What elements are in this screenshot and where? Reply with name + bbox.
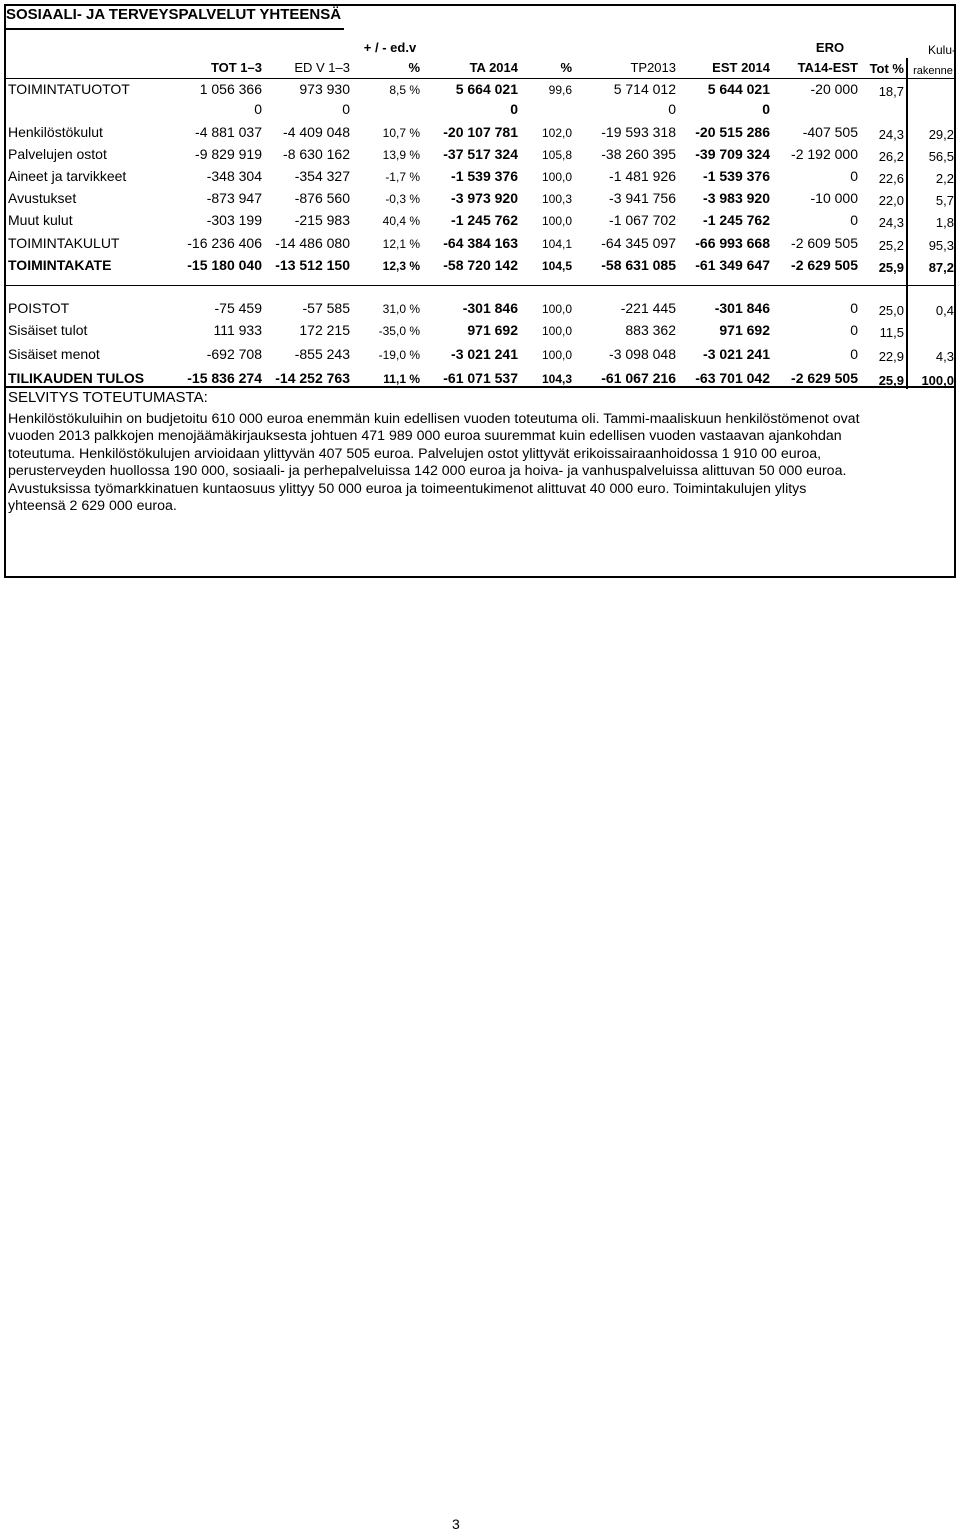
table-cell: 40,4 % [382, 214, 420, 228]
row-label: Aineet ja tarvikkeet [8, 168, 127, 184]
table-cell: -9 829 919 [195, 146, 262, 162]
table-cell: 100,0 [541, 302, 572, 316]
explanation-line: toteutuma. Henkilöstökulujen arvioidaan ylittyvän 407 505 euroa. Palvelujen ostot ylittyvät erikoissairaanhoidossa 1 910 00 euroa, [8, 445, 822, 462]
table-cell: 5,7 [935, 193, 954, 208]
table-cell: -35,0 % [378, 324, 420, 338]
table-cell: 5 664 021 [455, 81, 518, 97]
row-label: Palvelujen ostot [8, 146, 107, 162]
table-cell: 971 692 [467, 322, 518, 338]
table-cell: 100,0 [541, 348, 572, 362]
table-cell: 172 215 [299, 322, 350, 338]
table-cell: -58 720 142 [443, 257, 518, 273]
table-cell: 1 056 366 [199, 81, 262, 97]
header-pct2: % [560, 60, 572, 75]
table-cell: -303 199 [206, 212, 262, 228]
row-label: Muut kulut [8, 212, 73, 228]
table-cell: -1 245 762 [451, 212, 518, 228]
table-cell: -855 243 [294, 346, 350, 362]
table-cell: -0,3 % [385, 192, 420, 206]
table-cell: -3 098 048 [609, 346, 676, 362]
table-cell: 22,6 [878, 171, 904, 186]
row-label: TOIMINTATUOTOT [8, 81, 130, 97]
table-cell: -75 459 [214, 300, 262, 316]
table-cell: -13 512 150 [275, 257, 350, 273]
table-cell: -3 973 920 [451, 190, 518, 206]
header-kulu: Kulu- [927, 43, 956, 57]
table-cell: -3 983 920 [703, 190, 770, 206]
table-cell: -1 539 376 [451, 168, 518, 184]
row-label: Avustukset [8, 190, 77, 206]
table-cell: 25,9 [878, 373, 904, 388]
table-cell: 24,3 [878, 215, 904, 230]
table-cell: 25,0 [878, 303, 904, 318]
table-cell: -61 067 216 [601, 370, 676, 386]
table-cell: -64 345 097 [601, 235, 676, 251]
table-cell: 24,3 [878, 127, 904, 142]
header-tot-pct: Tot % [869, 61, 904, 76]
row-label: TOIMINTAKATE [8, 257, 112, 273]
table-cell: 13,9 % [382, 148, 420, 162]
table-cell: -4 409 048 [283, 124, 350, 140]
table-cell: -407 505 [802, 124, 858, 140]
page-number: 3 [452, 1516, 460, 1532]
table-cell: -1 539 376 [703, 168, 770, 184]
header-plusminus: + / - ed.v [363, 40, 417, 55]
table-cell: -15 180 040 [187, 257, 262, 273]
table-cell: 0 [850, 168, 858, 184]
table-cell: -3 021 241 [703, 346, 770, 362]
table-cell: -20 107 781 [443, 124, 518, 140]
table-cell: -61 349 647 [695, 257, 770, 273]
table-cell: 8,5 % [389, 83, 420, 97]
explanation-heading: SELVITYS TOTEUTUMASTA: [8, 389, 208, 406]
table-cell: 95,3 [928, 238, 954, 253]
table-cell: -2 629 505 [791, 257, 858, 273]
table-cell: 0,4 [935, 303, 954, 318]
table-cell: -215 983 [294, 212, 350, 228]
table-cell: -1 481 926 [609, 168, 676, 184]
table-cell: 10,7 % [382, 126, 420, 140]
explanation-line: vuoden 2013 palkkojen menojäämäkirjauksesta johtuen 471 989 000 euroa suuremmat kuin edellisen vuoden vastaavan ajankohdan [8, 428, 842, 445]
table-cell: 12,1 % [382, 237, 420, 251]
table-cell: -8 630 162 [283, 146, 350, 162]
table-cell: 100,0 [541, 214, 572, 228]
table-cell: 973 930 [299, 81, 350, 97]
table-cell: -3 021 241 [451, 346, 518, 362]
table-cell: -221 445 [620, 300, 676, 316]
table-cell: 100,3 [541, 192, 572, 206]
table-cell: 0 [510, 101, 518, 117]
table-cell: 971 692 [719, 322, 770, 338]
table-cell: 0 [668, 101, 676, 117]
table-cell: -15 836 274 [187, 370, 262, 386]
header-edv13: ED V 1–3 [294, 60, 350, 75]
table-cell: 0 [342, 101, 350, 117]
header-bottom-line [4, 78, 956, 79]
explanation-line: yhteensä 2 629 000 euroa. [8, 498, 177, 515]
table-cell: -61 071 537 [443, 370, 518, 386]
table-cell: -63 701 042 [695, 370, 770, 386]
table-cell: 25,2 [878, 238, 904, 253]
table-cell: 0 [850, 346, 858, 362]
header-ta2014: TA 2014 [469, 60, 518, 75]
table-cell: -14 252 763 [275, 370, 350, 386]
table-cell: -876 560 [294, 190, 350, 206]
table-cell: -4 881 037 [195, 124, 262, 140]
table-cell: 22,0 [878, 193, 904, 208]
title-underline [4, 28, 344, 30]
table-cell: -39 709 324 [695, 146, 770, 162]
row-label: Henkilöstökulut [8, 124, 103, 140]
table-cell: 104,5 [541, 259, 572, 273]
result-bottom-line [4, 386, 956, 388]
table-cell: 883 362 [625, 322, 676, 338]
table-cell: -16 236 406 [187, 235, 262, 251]
section-separator-line [4, 285, 956, 286]
table-cell: 18,7 [878, 84, 904, 99]
tot-pct-right-border [906, 58, 908, 389]
table-cell: -38 260 395 [601, 146, 676, 162]
table-cell: -301 846 [714, 300, 770, 316]
table-cell: -66 993 668 [695, 235, 770, 251]
table-cell: -19 593 318 [601, 124, 676, 140]
header-rakenne: rakenne [913, 65, 953, 77]
table-cell: 26,2 [878, 149, 904, 164]
explanation-text [8, 411, 948, 515]
table-cell: 5 714 012 [613, 81, 676, 97]
table-cell: -19,0 % [378, 348, 420, 362]
row-label: POISTOT [8, 300, 70, 316]
table-cell: 100,0 [541, 324, 572, 338]
row-label: TOIMINTAKULUT [8, 235, 120, 251]
table-cell: 102,0 [541, 126, 572, 140]
table-cell: 0 [850, 212, 858, 228]
table-cell: -20 515 286 [695, 124, 770, 140]
header-tot13: TOT 1–3 [210, 60, 262, 75]
header-tp2013: TP2013 [630, 60, 676, 75]
table-cell: 1,8 [935, 215, 954, 230]
header-est2014: EST 2014 [712, 60, 770, 75]
explanation-line: perusterveyden huollossa 190 000, sosiaali- ja perhepalveluissa 142 000 euroa ja hoiva- ja vanhuspalveluissa alittuvan 50 000 euroa. [8, 463, 847, 480]
row-label: TILIKAUDEN TULOS [8, 370, 145, 386]
table-cell: -37 517 324 [443, 146, 518, 162]
table-cell: 31,0 % [382, 302, 420, 316]
header-ta14est: TA14-EST [797, 60, 858, 75]
table-cell: 25,9 [878, 260, 904, 275]
table-cell: 104,1 [541, 237, 572, 251]
table-cell: 12,3 % [382, 259, 420, 273]
table-cell: -58 631 085 [601, 257, 676, 273]
table-cell: 0 [850, 300, 858, 316]
table-cell: 11,5 [879, 325, 904, 340]
explanation-line: Avustuksissa työmarkkinatuen kuntaosuus ylittyy 50 000 euroa ja toimeentukimenot alittuvat 40 000 euro. Toimintakulujen ylitys [8, 480, 807, 497]
table-cell: 0 [850, 322, 858, 338]
header-ero: ERO [815, 40, 845, 55]
table-cell: 11,1 % [383, 372, 420, 386]
table-cell: -2 629 505 [791, 370, 858, 386]
table-cell: -3 941 756 [609, 190, 676, 206]
table-cell: 2,2 [935, 171, 954, 186]
table-cell: 0 [254, 101, 262, 117]
table-cell: -10 000 [810, 190, 858, 206]
table-cell: 56,5 [928, 149, 954, 164]
table-cell: -57 585 [302, 300, 350, 316]
table-cell: 29,2 [928, 127, 954, 142]
table-cell: -2 609 505 [791, 235, 858, 251]
table-cell: -1 067 702 [609, 212, 676, 228]
explanation-line: Henkilöstökuluihin on budjetoitu 610 000 euroa enemmän kuin edellisen vuoden toteutuma oli. Tammi-maaliskuun henkilöstömenot ovat [8, 411, 860, 427]
row-label: Sisäiset menot [8, 346, 100, 362]
table-cell: -64 384 163 [443, 235, 518, 251]
row-label: Sisäiset tulot [8, 322, 88, 338]
table-cell: 4,3 [935, 349, 954, 364]
table-cell: -1 245 762 [703, 212, 770, 228]
table-cell: 104,3 [541, 372, 572, 386]
table-cell: 100,0 [921, 373, 954, 388]
table-cell: 22,9 [878, 349, 904, 364]
table-cell: -1,7 % [385, 170, 420, 184]
table-cell: 0 [762, 101, 770, 117]
table-cell: -20 000 [810, 81, 858, 97]
header-pct1: % [408, 60, 420, 75]
table-cell: -354 327 [294, 168, 350, 184]
table-cell: -692 708 [206, 346, 262, 362]
table-cell: -14 486 080 [275, 235, 350, 251]
table-cell: 111 933 [213, 322, 262, 338]
table-cell: -2 192 000 [791, 146, 858, 162]
table-cell: 105,8 [541, 148, 572, 162]
table-cell: -348 304 [206, 168, 262, 184]
table-cell: -301 846 [462, 300, 518, 316]
table-cell: 99,6 [548, 83, 572, 97]
table-cell: -873 947 [206, 190, 262, 206]
report-title: SOSIAALI- JA TERVEYSPALVELUT YHTEENSÄ [6, 6, 342, 23]
table-cell: 100,0 [541, 170, 572, 184]
table-cell: 5 644 021 [707, 81, 770, 97]
table-cell: 87,2 [928, 260, 954, 275]
